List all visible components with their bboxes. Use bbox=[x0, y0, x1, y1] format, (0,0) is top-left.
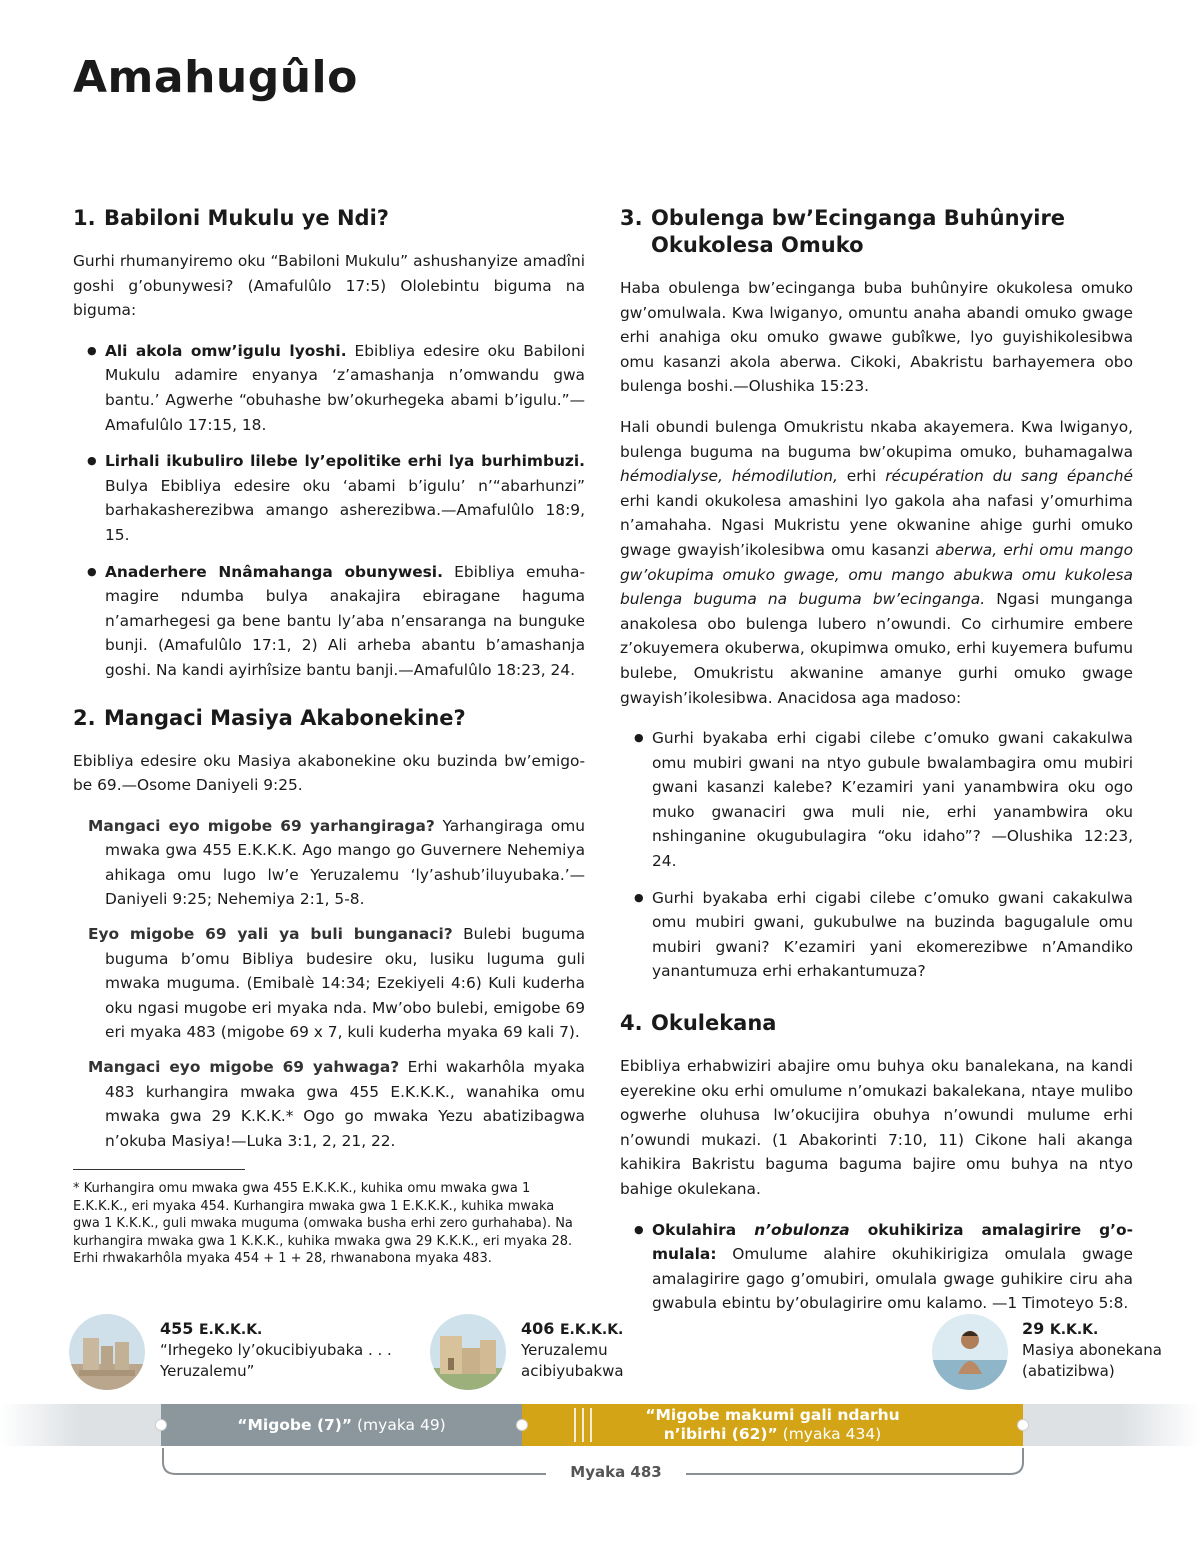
text-run: Ngasi munganga anakolesa obo bulenga lubero n’owundi. Co cirhumire embere z’okuyemera okuberwa, okupimwa omuko, erhi kuyemera bufumu bulebe, Omukristu akwanine amanye gurhi omuko gwage gwayish’ikolesibwa. Anacidosa aga madoso: bbox=[620, 590, 1133, 707]
list-item: ● Gurhi byakaba erhi cigabi cilebe c’omuko gwani cakakulwa omu mubiri gwani na ntyo gubule bwalambagira omu mubiri gwani kasanzi kalebe? K’ezamiri yani yanambwira oku ogo muko gwanaciri gwa muli nie, erhi yanambwira oku nshinganine okugubulagira “oku idaho”? —Olushika 12:23, 24. bbox=[634, 726, 1133, 874]
gap-marker bbox=[582, 1408, 584, 1442]
section-number: 4. bbox=[620, 1011, 643, 1036]
text-run: erhi bbox=[837, 467, 886, 486]
bullet-lead: Ali akola omw’igulu lyoshi. bbox=[105, 341, 347, 360]
section-number: 1. bbox=[73, 206, 96, 230]
segment-7-weeks bbox=[161, 1404, 522, 1446]
right-column bbox=[620, 205, 1133, 1328]
qa-item bbox=[88, 1055, 585, 1153]
list-item bbox=[634, 1218, 1133, 1316]
qa-item bbox=[88, 814, 585, 912]
segment-label: “Migobe makumi gali ndarhu bbox=[645, 1406, 900, 1424]
section-3-paragraph-2 bbox=[620, 415, 1133, 710]
bullet-text: Ebibliya emuhamagire ndumba bulya anakajira ebiragane haguma n’amarhegesi ga bene bantu ly’aba n’ensaranga na bunguke bunji. (Amafulûlo 17:1, 2) Ali arheba abantu b’amashanja goshi. Na kandi ayirhîsize bantu banji.—Amafulûlo 18:23, 24. bbox=[105, 562, 585, 679]
bullet-lead: okuhikiriza amalagirire g’omulala: bbox=[652, 1220, 1133, 1264]
text-run: erhi kandi okukolesa amashini lyo gakola aha nafasi y’omurhima n’amahaha. Ngasi Mukristu yene okwanine ahige gurhi omuko gwage gwayish’ikolesibwa omu kasanzi bbox=[620, 491, 1133, 559]
segment-label: n’ibirhi (62)” bbox=[663, 1425, 778, 1443]
italic-run: hémodialyse, hémodilution, bbox=[620, 467, 838, 486]
timeline-dot bbox=[516, 1419, 528, 1431]
section-title: Babiloni Mukulu ye Ndi? bbox=[104, 206, 389, 230]
segment-label: “Migobe (7)” bbox=[237, 1415, 353, 1434]
section-3-heading bbox=[620, 205, 1133, 259]
ruins-illustration bbox=[69, 1314, 145, 1390]
section-3-paragraph-1: Haba obulenga bw’ecinganga buba buhûnyire okukolesa omuko gw’omulwala. Kwa lwiganyo, omuntu anaha abandi omuko gwage erhi anahiga oku omuko gwawe gubîkwe, lyo guyishikolesibwa omu kasanzi akola aberwa. Cikoki, Abakristu barhayemera obo bulenga boshi.—Olushika 15:23. bbox=[620, 279, 1133, 396]
list-item: ● Gurhi byakaba erhi cigabi cilebe c’omuko gwani cakakulwa omu mubiri gwani, gukubulwe na buzinda bagugalule omu mubiri gwani? K’ezamiri yani ekomerezibwe n’Amandiko yanantumuza erhi erhakantumuza? bbox=[634, 886, 1133, 984]
section-1-heading bbox=[73, 205, 585, 232]
era: E.K.K.K. bbox=[559, 1322, 624, 1338]
event-year bbox=[1022, 1318, 1098, 1341]
timeline bbox=[0, 1308, 1200, 1543]
list-item bbox=[87, 339, 585, 437]
year: 29 bbox=[1022, 1319, 1045, 1338]
answer: Yarhangiraga omu mwaka gwa 455 E.K.K.K. Ago mango go Guvernere Nehemiya ahikaga omu lugo lw’e Yeruzalemu ‘ly’ashub’iluyubaka.’—Daniyeli 9:25; Nehemiya 2:1, 5-8. bbox=[105, 816, 585, 909]
section-number: 2. bbox=[73, 705, 96, 730]
page-title: Amahugûlo bbox=[73, 52, 358, 103]
baptism-illustration bbox=[932, 1314, 1008, 1390]
year: 406 bbox=[521, 1319, 555, 1338]
era: E.K.K.K. bbox=[198, 1322, 263, 1338]
timeline-dot bbox=[155, 1419, 167, 1431]
list-item bbox=[87, 560, 585, 683]
city-walls-illustration bbox=[430, 1314, 506, 1390]
section-3-bullets bbox=[634, 726, 1133, 984]
bullet-text: Bulya Ebibliya edesire oku ‘abami b’igulu’ n’“abarhunzi” barhakasherezibwa amango asherezibwa.—Amafulûlo 18:9, 15. bbox=[105, 476, 585, 544]
bullet-text: Omulume alahire okuhikirigiza omulala gwage amalagirire gago g’omubiri, omulala gwage guhikire ciru aha gwabula ebintu by’obulagirire omu kalamo. —1 Timoteyo 5:8. bbox=[652, 1245, 1133, 1313]
question: Mangaci eyo migobe 69 yahwaga? bbox=[88, 1058, 400, 1077]
total-duration: Myaka 483 bbox=[546, 1463, 686, 1481]
event-caption: “Irhegeko ly’okucibiyubaka . . . Yeruzalemu” bbox=[160, 1341, 392, 1380]
segment-duration: (myaka 434) bbox=[777, 1425, 882, 1443]
section-2-heading bbox=[73, 705, 585, 732]
text-run: Hali obundi bulenga Omukristu nkaba akayemera. Kwa lwiganyo, bulenga buguma na buguma bw’okupima omuko, buhamagalwa bbox=[620, 417, 1133, 461]
bullet-lead: Okulahira bbox=[652, 1220, 755, 1239]
section-4-intro: Ebibliya erhabwiziri abajire omu buhya oku banalekana, na kandi eyerekine oku erhi omulume n’omukazi bakalekana, ntaye mulibo ogwerhe oluhusa lw’okucijira obuhya n’owundi mulume erhi n’owundi mukazi. (1 Abakorinti 7:10, 11) Cikone hali akanga kahikira Bakristu baguma baguma bajire omu buhya na ntyo bahige okulekana. bbox=[620, 1057, 1133, 1198]
left-column bbox=[73, 205, 585, 1268]
bullet-text: Ebibliya edesire oku Babiloni Mukulu adamire enyanya ‘z’amashanja n’omwandu gwa bantu.’ Agwerhe “obuhashe bw’okurhegeka abami b’igulu.”—Amafulûlo 17:15, 18. bbox=[105, 341, 585, 434]
section-4-bullets bbox=[634, 1218, 1133, 1316]
gap-marker bbox=[590, 1408, 592, 1442]
answer: Bulebi buguma buguma b’omu Bibliya budesire oku, lusiku luguma guli mwaka muguma. (Emibalè 14:34; Ezekiyeli 4:6) Kuli kuderha oku ngasi mugobe eri myaka nda. Mw’obo bulebi, emigobe 69 eri myaka 483 (migobe 69 x 7, kuli kuderha myaka 69 kali 7). bbox=[105, 925, 585, 1042]
event-year bbox=[521, 1318, 623, 1341]
question: Mangaci eyo migobe 69 yarhangiraga? bbox=[88, 816, 435, 835]
era: K.K.K. bbox=[1049, 1322, 1099, 1338]
bullet-lead: Anaderhere Nnâmahanga obunywesi. bbox=[105, 562, 443, 581]
event-caption: Yeruzalemu acibiyubakwa bbox=[521, 1341, 624, 1380]
section-title: Mangaci Masiya Akabonekine? bbox=[104, 705, 466, 730]
italic-run: aberwa, erhi omu mango gw’okupima omuko gwage, omu mango abukwa omu kukolesa bulenga buguma na buguma bw’ecinganga. bbox=[620, 540, 1133, 609]
section-number: 3. bbox=[620, 206, 643, 230]
question: Eyo migobe 69 yali ya buli bunganaci? bbox=[88, 925, 453, 944]
event-caption: Masiya abonekana (abatizibwa) bbox=[1022, 1341, 1162, 1380]
italic-run: récupération du sang épanché bbox=[885, 467, 1134, 486]
year: 455 bbox=[160, 1319, 194, 1338]
section-2-intro: Ebibliya edesire oku Masiya akabonekine oku buzinda bw’emigobe 69.—Osome Daniyeli 9:25. bbox=[73, 751, 585, 795]
qa-item bbox=[88, 922, 585, 1045]
timeline-dot bbox=[1017, 1419, 1029, 1431]
section-1-bullets bbox=[87, 339, 585, 683]
section-title: Obulenga bw’Ecinganga Buhûnyire Okukolesa Omuko bbox=[651, 206, 1066, 257]
segment-duration: (myaka 49) bbox=[352, 1415, 446, 1434]
bullet-lead: Lirhali ikubuliro lilebe ly’epolitike erhi lya burhimbuzi. bbox=[105, 452, 585, 471]
footnote: * Kurhangira omu mwaka gwa 455 E.K.K.K., kuhika omu mwaka gwa 1 E.K.K.K., eri myaka 454. Kurhangira mwaka gwa 1 E.K.K.K., kuhika mwaka gwa 1 K.K.K., guli mwaka muguma (omwaka busha erhi zero gurhahaba). Na kurhangira mwaka gwa 1 K.K.K., kuhika mwaka gwa 29 K.K.K., eri myaka 28. Erhi rhwakarhôla myaka 454 + 1 + 28, rhwanabona myaka 483. bbox=[73, 1181, 573, 1267]
footnote-divider bbox=[73, 1169, 245, 1170]
section-4-heading bbox=[620, 1010, 1133, 1037]
event-year bbox=[160, 1318, 262, 1341]
answer: Erhi wakarhôla myaka 483 kurhangira mwaka gwa 455 E.K.K.K., wanahika omu mwaka gwa 29 K.K.K.* Ogo go mwaka Yezu abatizibagwa n’okuba Masiya!—Luka 3:1, 2, 21, 22. bbox=[105, 1058, 585, 1150]
section-1-intro: Gurhi rhumanyiremo oku “Babiloni Mukulu” ashushanyize amadîni goshi g’obunywesi? (Amafulûlo 17:5) Ololebintu biguma na biguma: bbox=[73, 252, 585, 320]
bullet-lead-italic: n’obulonza bbox=[754, 1220, 850, 1239]
gap-marker bbox=[574, 1408, 576, 1442]
section-title: Okulekana bbox=[651, 1011, 777, 1036]
list-item bbox=[87, 449, 585, 547]
segment-62-weeks bbox=[522, 1404, 1023, 1446]
